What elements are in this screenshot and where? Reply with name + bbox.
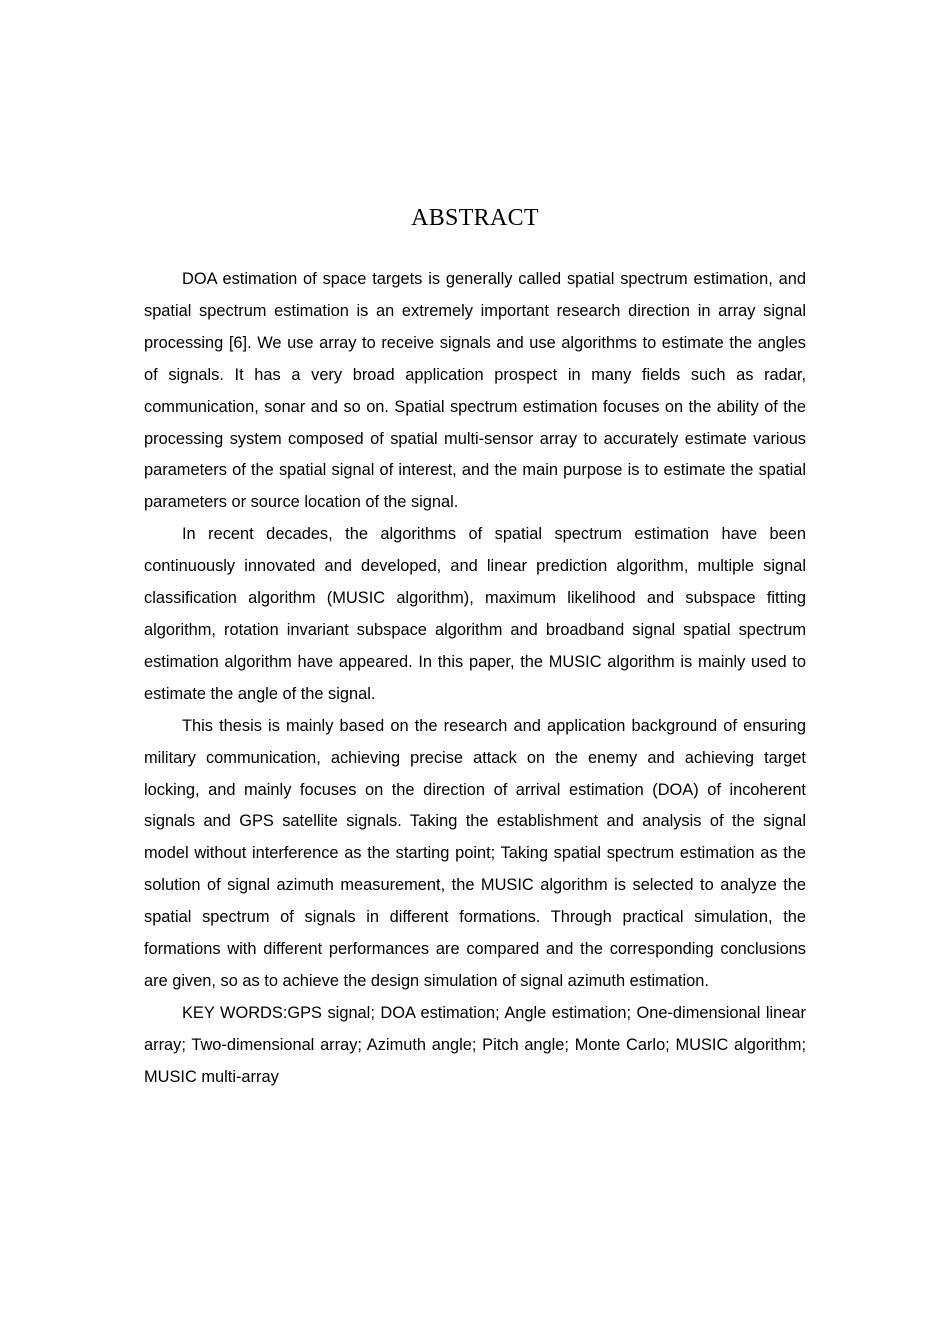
abstract-paragraph-1: DOA estimation of space targets is generally called spatial spectrum estimation, and spatial spectrum estimation is an extremely important research direction in array signal processing [6]. We use array to receive signals and use algorithms to estimate the angles of signals. It has a very broad application prospect in many fields such as radar, communication, sonar and so on. Spatial spectrum estimation focuses on the ability of the processing system composed of spatial multi-sensor array to accurately estimate various parameters of the spatial signal of interest, and the main purpose is to estimate the spatial parameters or source location of the signal. [144,270,806,512]
keywords-paragraph: KEY WORDS:GPS signal; DOA estimation; Angle estimation; One-dimensional linear array; Two-dimensional array; Azimuth angle; Pitch angle; Monte Carlo; MUSIC algorithm; MUSIC multi-array [144,1003,806,1086]
abstract-paragraph-3: This thesis is mainly based on the research and application background of ensuring military communication, achieving precise attack on the enemy and achieving target locking, and mainly focuses on the direction of arrival estimation (DOA) of incoherent signals and GPS satellite signals. Taking the establishment and analysis of the signal model without interference as the starting point; Taking spatial spectrum estimation as the solution of signal azimuth measurement, the MUSIC algorithm is selected to analyze the spatial spectrum of signals in different formations. Through practical simulation, the formations with different performances are compared and the corresponding conclusions are given, so as to achieve the design simulation of signal azimuth estimation. [144,716,806,990]
abstract-body [144,264,806,1094]
abstract-title: ABSTRACT [411,205,539,231]
abstract-paragraph-2: In recent decades, the algorithms of spatial spectrum estimation have been continuously innovated and developed, and linear prediction algorithm, multiple signal classification algorithm (MUSIC algorithm), maximum likelihood and subspace fitting algorithm, rotation invariant subspace algorithm and broadband signal spatial spectrum estimation algorithm have appeared. In this paper, the MUSIC algorithm is mainly used to estimate the angle of the signal. [144,525,806,703]
